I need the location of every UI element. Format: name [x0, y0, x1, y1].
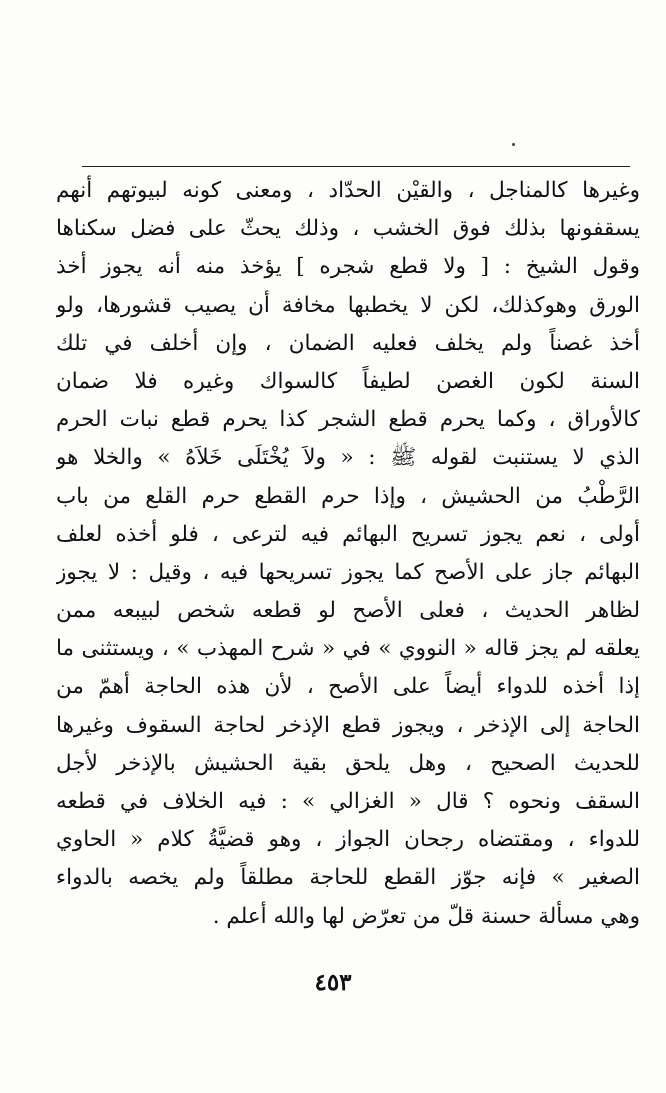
text-line: وغيرها كالمناجل ، والقيْن الحدّاد ، ومعنى كونه لبيوتهم أنهم — [56, 178, 640, 203]
text-line: السقف ونحوه ؟ قال « الغزالي » : فيه الخلاف في قطعه — [56, 789, 640, 814]
text-line: يعلقه لم يجز قاله « النووي » في « شرح المهذب » ، ويستثنى ما — [56, 636, 640, 662]
text-line: إذا أخذه للدواء أيضاً على الأصح ، لأن هذه الحاجة أهمّ من — [56, 674, 640, 700]
header-rule — [82, 166, 630, 167]
print-speck — [512, 143, 515, 146]
body-text — [56, 172, 640, 936]
text-line: السنة لكون الغصن لطيفاً كالسواك وغيره فلا ضمان — [56, 368, 640, 394]
text-line: وقول الشيخ : [ ولا قطع شجره ] يؤخذ منه أنه يجوز أخذ — [56, 254, 640, 280]
text-line: البهائم جاز على الأصح كما يجوز تسريحها فيه ، وقيل : لا يجوز — [56, 559, 640, 585]
text-line: الورق وهوكذلك، لكن لا يخطبها مخافة أن يصيب قشورها، ولو — [56, 292, 640, 318]
text-line: الرَّطْبُ من الحشيش ، وإذا حرم القطع حرم القلع من باب — [56, 483, 640, 509]
text-line: لظاهر الحديث ، فعلى الأصح لو قطعه شخص لبيبعه ممن — [56, 598, 640, 624]
page-number: ٤٥٣ — [314, 969, 352, 996]
text-line: كالأوراق ، وكما يحرم قطع الشجر كذا يحرم قطع نبات الحرم — [56, 407, 640, 433]
text-line: أولى ، نعم يجوز تسريح البهائم فيه لترعى ، فلو أخذه لعلف — [56, 521, 640, 547]
text-line: يسقفونها بذلك فوق الخشب ، وذلك يحثّ على فضل سكناها — [56, 216, 640, 242]
text-line-last: وهي مسألة حسنة قلّ من تعرّض لها والله أعلم . — [212, 903, 640, 929]
text-line: الحاجة إلى الإذخر ، ويجوز قطع الإذخر لحاجة السقوف وغيرها — [56, 712, 640, 738]
text-line: الصغير » فإنه جوّز القطع للحاجة مطلقاً ولم يخصه بالدواء — [56, 865, 640, 891]
text-line: للحديث الصحيح ، وهل يلحق بقية الحشيش بالإذخر لأجل — [56, 750, 640, 776]
text-line: أخذ غصناً ولم يخلف فعليه الضمان ، وإن أخلف في تلك — [56, 330, 640, 356]
text-line: للدواء ، ومقتضاه رجحان الجواز ، وهو قضيَّةُ كلام « الحاوي — [56, 827, 640, 853]
text-line: الذي لا يستنبت لقوله ﷺ : « ولاَ يُخْتَلَى خَلاَهُ » والخلا هو — [56, 445, 640, 471]
